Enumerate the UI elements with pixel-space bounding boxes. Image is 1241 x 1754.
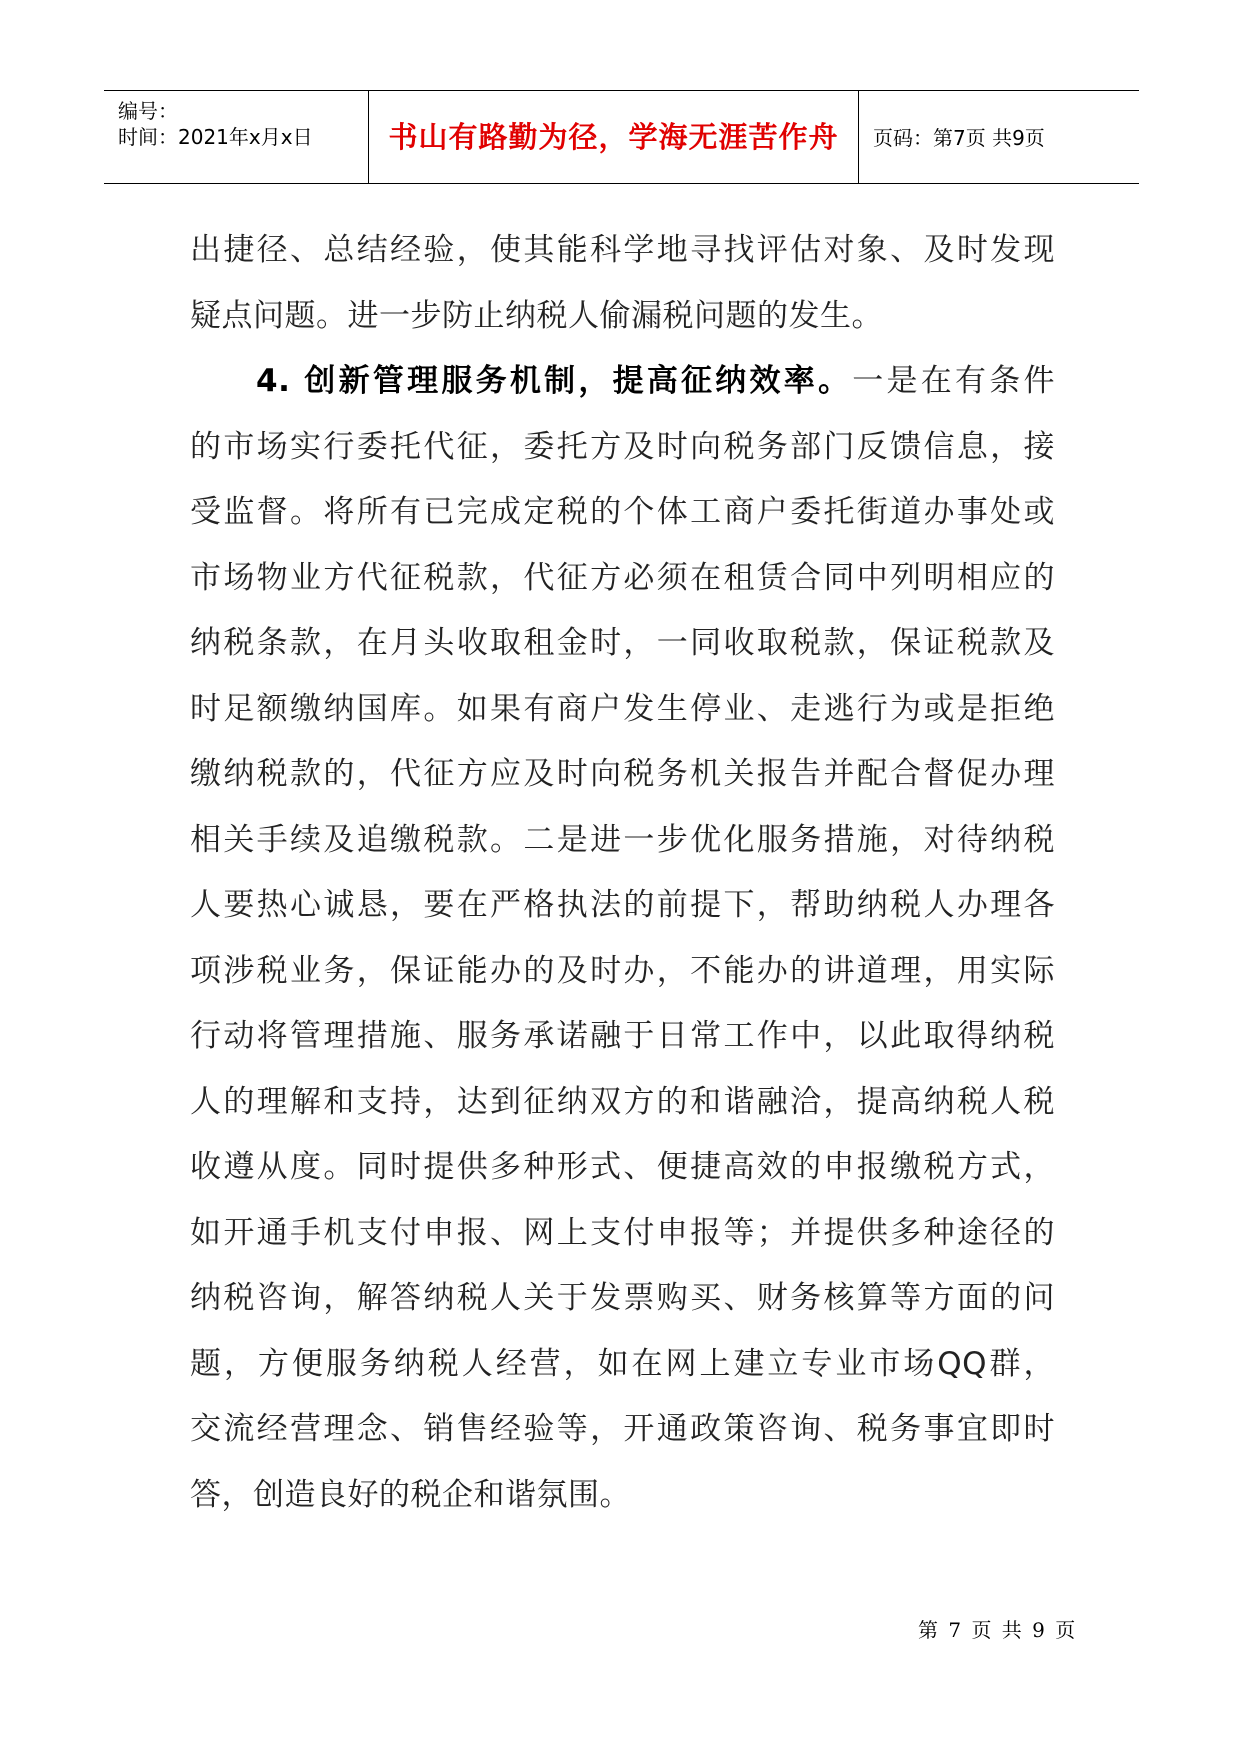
body-line: 疑点问题。进一步防止纳税人偷漏税问题的发生。 <box>190 297 883 334</box>
body-line: 纳税条款，在月头收取租金时，一同收取税款，保证税款及 <box>190 625 1055 661</box>
body-line: 人要热心诚恳，要在严格执法的前提下，帮助纳税人办理各 <box>190 887 1055 923</box>
header-motto-cell <box>368 91 859 183</box>
body-line: 如开通手机支付申报、网上支付申报等；并提供多种途径的 <box>190 1214 1055 1251</box>
body-line: 缴纳税款的，代征方应及时向税务机关报告并配合督促办理 <box>190 756 1055 792</box>
paragraph-4-heading: 4. 创新管理服务机制，提高征纳效率。 <box>256 363 853 399</box>
body-line: 的市场实行委托代征，委托方及时向税务部门反馈信息，接 <box>190 428 1055 465</box>
page-header <box>104 90 1139 184</box>
document-time-label: 时间：2021年x月x日 <box>118 125 313 149</box>
body-line: 受监督。将所有已完成定税的个体工商户委托街道办事处或 <box>190 494 1055 530</box>
body-line: 人的理解和支持，达到征纳双方的和谐融洽，提高纳税人税 <box>190 1083 1055 1120</box>
page-footer: 第 7 页 共 9 页 <box>918 1618 1078 1642</box>
paragraph-4-lead: 一是在有条件 <box>852 363 1055 399</box>
header-info-cell <box>104 91 368 183</box>
body-line: 交流经营理念、销售经验等，开通政策咨询、税务事宜即时 <box>190 1411 1055 1447</box>
body-line: 出捷径、总结经验，使其能科学地寻找评估对象、及时发现 <box>190 232 1055 268</box>
body-line: 时足额缴纳国库。如果有商户发生停业、走逃行为或是拒绝 <box>190 690 1055 727</box>
body-line: 项涉税业务，保证能办的及时办，不能办的讲道理，用实际 <box>190 952 1055 989</box>
header-page-code: 页码：第7页 共9页 <box>873 126 1045 150</box>
body-text <box>190 218 1055 1528</box>
body-line: 市场物业方代征税款，代征方必须在租赁合同中列明相应的 <box>190 559 1055 596</box>
body-line: 行动将管理措施、服务承诺融于日常工作中，以此取得纳税 <box>190 1018 1055 1054</box>
body-line: 收遵从度。同时提供多种形式、便捷高效的申报缴税方式， <box>190 1149 1055 1185</box>
document-number-label: 编号： <box>118 99 178 123</box>
header-motto: 书山有路勤为径，学海无涯苦作舟 <box>388 120 839 154</box>
body-line: 答，创造良好的税企和谐氛围。 <box>190 1476 631 1513</box>
header-page-cell <box>859 91 1139 183</box>
body-line: 相关手续及追缴税款。二是进一步优化服务措施，对待纳税 <box>190 821 1055 858</box>
body-line: 纳税咨询，解答纳税人关于发票购买、财务核算等方面的问 <box>190 1280 1055 1316</box>
paragraph-4-first-line <box>190 349 1055 415</box>
body-line: 题，方便服务纳税人经营，如在网上建立专业市场QQ群， <box>190 1345 1055 1382</box>
